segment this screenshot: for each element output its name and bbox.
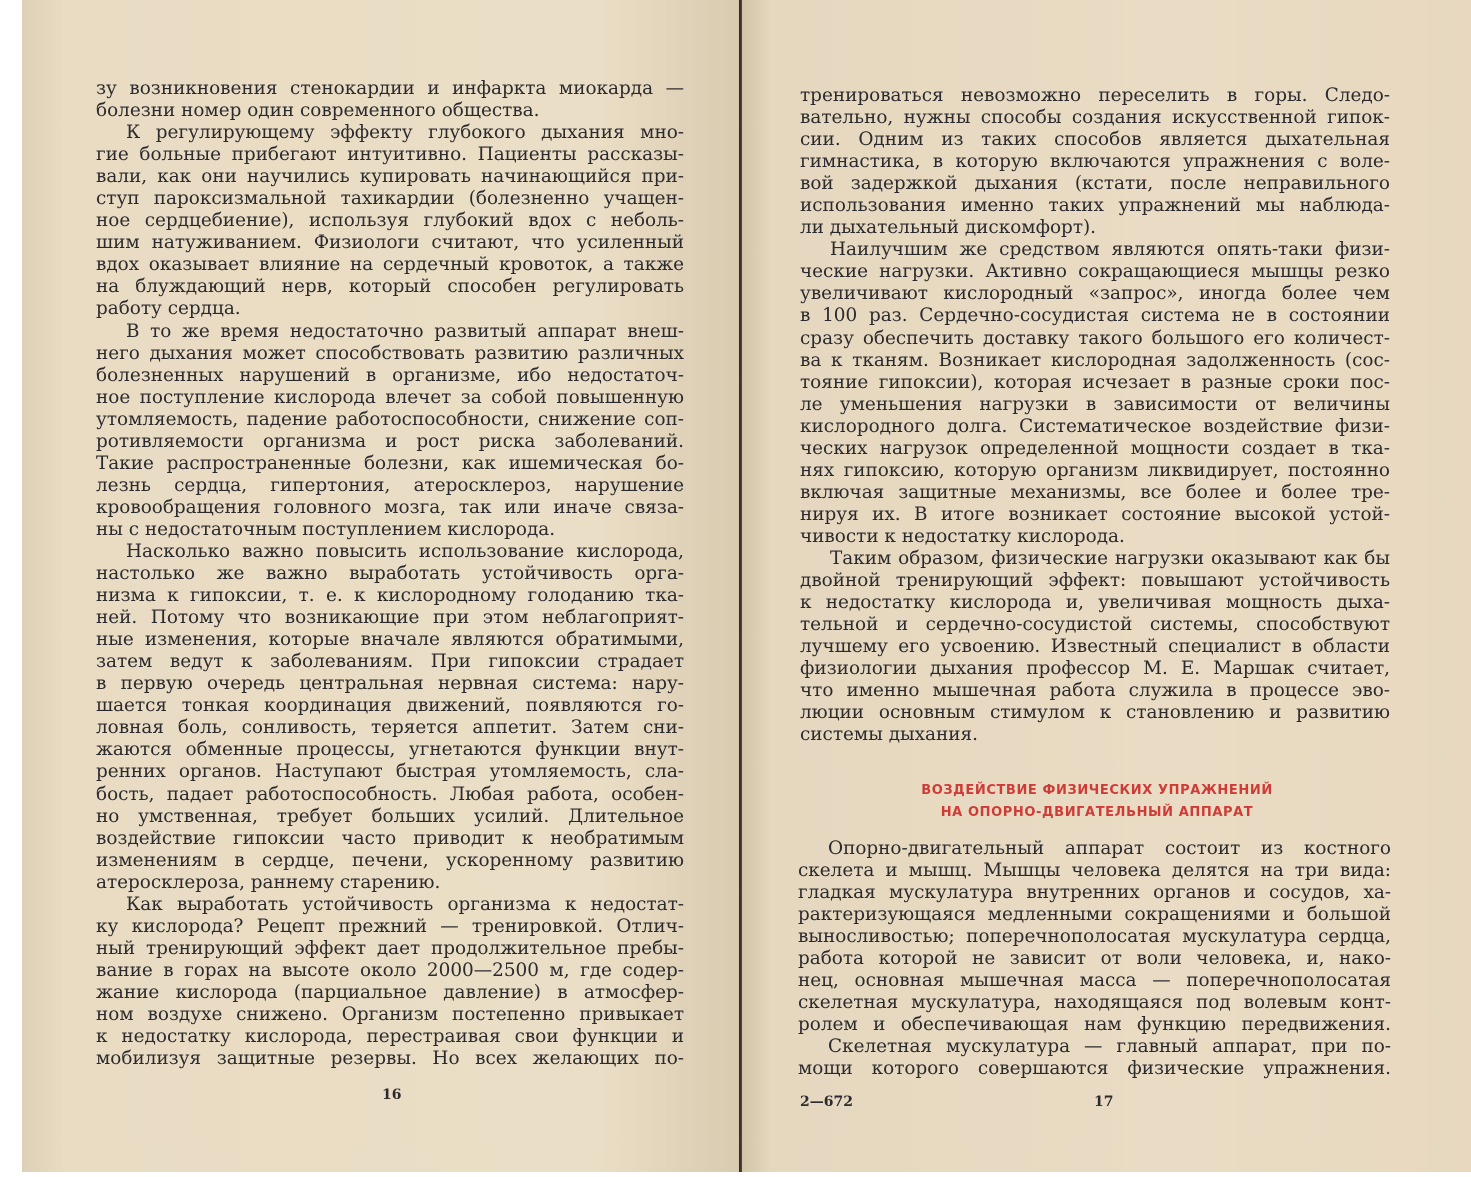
text-line: лезнь сердца, гипертония, атеросклероз, нарушение xyxy=(96,474,684,496)
text-line: лучшему его усвоению. Известный специалист в области xyxy=(800,636,1390,658)
text-line: физиологии дыхания профессор М. Е. Маршак считает, xyxy=(800,658,1390,680)
text-line: работу сердца. xyxy=(96,298,241,320)
text-line: гимнастика, в которую включаются упражнения с воле- xyxy=(800,151,1390,173)
text-line: зу возникновения стенокардии и инфаркта миокарда — xyxy=(96,78,684,99)
text-line: Наилучшим же средством являются опять-таки физи- xyxy=(830,239,1390,261)
text-line: ренних органов. Наступают быстрая утомляемость, сла- xyxy=(96,761,684,783)
text-line: но умственная, требует больших усилий. Длительное xyxy=(96,805,684,827)
text-line: вание в горах на высоте около 2000—2500 м, где содер- xyxy=(96,959,684,981)
text-line: к недостатку кислорода, перестраивая свои функции и xyxy=(96,1026,684,1048)
text-line: затем ведут к заболеваниям. При гипоксии страдает xyxy=(96,651,684,673)
section-heading-line-1: ВОЗДЕЙСТВИЕ ФИЗИЧЕСКИХ УПРАЖНЕНИЙ xyxy=(921,783,1273,798)
text-line: ческие нагрузки. Активно сокращающиеся мышцы резко xyxy=(800,261,1390,283)
text-line: Таким образом, физические нагрузки оказывают как бы xyxy=(830,547,1390,569)
text-line: нях гипоксию, которую организм ликвидирует, постоянно xyxy=(800,459,1390,481)
scan-margin xyxy=(0,0,24,1177)
left-page-body xyxy=(96,78,684,1070)
text-line: рактеризующаяся медленными сокращениями и большой xyxy=(798,904,1391,926)
text-line: ку кислорода? Рецепт прежний — тренировкой. Отлич- xyxy=(96,915,684,937)
text-line: ли дыхательный дискомфорт). xyxy=(800,217,1097,239)
text-line: кислородного долга. Систематическое воздействие физи- xyxy=(800,415,1390,437)
text-line: болезненных нарушений в организме, ибо недостаточ- xyxy=(96,364,684,386)
text-line: ный тренирующий эффект дает продолжительное пребы- xyxy=(96,937,684,959)
text-line: шим натуживанием. Физиологи считают, что усиленный xyxy=(96,232,684,254)
text-line: нируя их. В итоге возникает состояние высокой устой- xyxy=(800,503,1390,525)
text-line: тренироваться невозможно переселить в горы. Следо- xyxy=(800,85,1390,106)
right-page-number: 17 xyxy=(1094,1094,1114,1110)
text-line: бость, падает работоспособность. Любая работа, особен- xyxy=(96,783,684,805)
text-line: гие больные прибегают интуитивно. Пациенты рассказы- xyxy=(96,144,684,166)
text-line: скелетная мускулатура, находящаяся под волевым конт- xyxy=(798,992,1391,1014)
left-page xyxy=(22,0,740,1172)
text-line: ческих нагрузок определенной мощности создает в тка- xyxy=(800,437,1390,459)
text-line: атеросклероза, раннему старению. xyxy=(96,871,441,893)
text-line: ном воздухе снижено. Организм постепенно привыкает xyxy=(96,1003,684,1025)
right-page-body xyxy=(800,85,1390,746)
text-line: двойной тренирующий эффект: повышают устойчивость xyxy=(800,570,1390,592)
text-line: ны с недостаточным поступлением кислорода. xyxy=(96,518,556,540)
text-line: ное сердцебиение), используя глубокий вдох с неболь- xyxy=(96,210,684,232)
text-line: ротивляемости организма и рост риска заболеваний. xyxy=(96,430,684,452)
text-line: Как выработать устойчивость организма к недостат- xyxy=(126,893,684,915)
text-line: него дыхания может способствовать развитию различных xyxy=(96,342,684,364)
text-line: к недостатку кислорода и, увеличивая мощность дыха- xyxy=(800,592,1390,614)
text-line: люции основным стимулом к становлению и развитию xyxy=(800,702,1390,724)
text-line: ловная боль, сонливость, теряется аппетит. Затем сни- xyxy=(96,717,684,739)
text-line: шается тонкая координация движений, появляются го- xyxy=(96,695,684,717)
text-line: тельной и сердечно-сосудистой системы, способствуют xyxy=(800,614,1390,636)
text-line: вдох оказывает влияние на сердечный кровоток, а также xyxy=(96,254,684,276)
text-line: системы дыхания. xyxy=(800,724,978,746)
text-line: ное поступление кислорода влечет за собой повышенную xyxy=(96,386,684,408)
text-line: выносливостью; поперечнополосатая мускулатура сердца, xyxy=(798,926,1391,948)
text-line: скелета и мышц. Мышцы человека делятся на три вида: xyxy=(798,860,1391,882)
text-line: мобилизуя защитные резервы. Но всех желающих по- xyxy=(96,1048,684,1070)
text-line: ней. Потому что возникающие при этом неблагоприят- xyxy=(96,607,684,629)
text-line: вали, как они научились купировать начинающийся при- xyxy=(96,166,684,188)
right-page xyxy=(742,0,1471,1172)
text-line: мощи которого совершаются физические упражнения. xyxy=(798,1058,1391,1080)
text-line: Скелетная мускулатура — главный аппарат, при по- xyxy=(828,1036,1391,1058)
text-line: К регулирующему эффекту глубокого дыхания мно- xyxy=(126,122,684,144)
text-line: вой задержкой дыхания (кстати, после неправильного xyxy=(800,173,1390,195)
text-line: утомляемость, падение работоспособности, снижение соп- xyxy=(96,408,684,430)
text-line: низма к гипоксии, т. е. к кислородному голоданию тка- xyxy=(96,585,684,607)
text-line: Такие распространенные болезни, как ишемическая бо- xyxy=(96,452,684,474)
text-line: Насколько важно повысить использование кислорода, xyxy=(126,540,684,562)
text-line: в первую очередь центральная нервная система: нару- xyxy=(96,673,684,695)
text-line: чивости к недостатку кислорода. xyxy=(800,525,1125,547)
text-line: В то же время недостаточно развитый аппарат внеш- xyxy=(126,320,684,342)
section-heading-line-2: НА ОПОРНО-ДВИГАТЕЛЬНЫЙ АППАРАТ xyxy=(940,805,1254,820)
text-line: что именно мышечная работа служила в процессе эво- xyxy=(800,680,1390,702)
text-line: нец, основная мышечная масса — поперечнополосатая xyxy=(798,970,1391,992)
text-line: работа которой не зависит от воли человека, и, нако- xyxy=(798,948,1391,970)
right-page-body-section xyxy=(798,838,1391,1081)
text-line: ва к тканям. Возникает кислородная задолженность (сос- xyxy=(800,349,1390,371)
text-line: болезни номер один современного общества. xyxy=(96,100,540,122)
text-line: включая защитные механизмы, все более и более тре- xyxy=(800,481,1390,503)
text-line: жание кислорода (парциальное давление) в атмосфер- xyxy=(96,981,684,1003)
section-heading xyxy=(862,780,1332,824)
text-line: Опорно-двигательный аппарат состоит из костного xyxy=(828,838,1391,859)
text-line: сии. Одним из таких способов является дыхательная xyxy=(800,129,1390,151)
text-line: ные изменения, которые вначале являются обратимыми, xyxy=(96,629,684,651)
text-line: сразу обеспечить доставку такого большого его количест- xyxy=(800,327,1390,349)
text-line: гладкая мускулатура внутренних органов и сосудов, ха- xyxy=(798,882,1391,904)
text-line: жаются обменные процессы, угнетаются функции внут- xyxy=(96,739,684,761)
printer-signature: 2—672 xyxy=(800,1094,853,1110)
text-line: ролем и обеспечивающая нам функцию передвижения. xyxy=(798,1014,1391,1036)
text-line: увеличивают кислородный «запрос», иногда более чем xyxy=(800,283,1390,305)
text-line: вательно, нужны способы создания искусственной гипок- xyxy=(800,107,1390,129)
text-line: в 100 раз. Сердечно-сосудистая система не в состоянии xyxy=(800,305,1390,327)
left-page-number: 16 xyxy=(382,1087,402,1103)
text-line: настолько же важно выработать устойчивость орга- xyxy=(96,563,684,585)
text-line: использования именно таких упражнений мы наблюда- xyxy=(800,195,1390,217)
text-line: ступ пароксизмальной тахикардии (болезненно учащен- xyxy=(96,188,684,210)
text-line: ле уменьшения нагрузки в зависимости от величины xyxy=(800,393,1390,415)
text-line: изменениям в сердце, печени, ускоренному развитию xyxy=(96,849,684,871)
text-line: на блуждающий нерв, который способен регулировать xyxy=(96,276,684,298)
text-line: тояние гипоксии), которая исчезает в разные сроки пос- xyxy=(800,371,1390,393)
text-line: кровообращения головного мозга, так или иначе связа- xyxy=(96,496,684,518)
text-line: воздействие гипоксии часто приводит к необратимым xyxy=(96,827,684,849)
